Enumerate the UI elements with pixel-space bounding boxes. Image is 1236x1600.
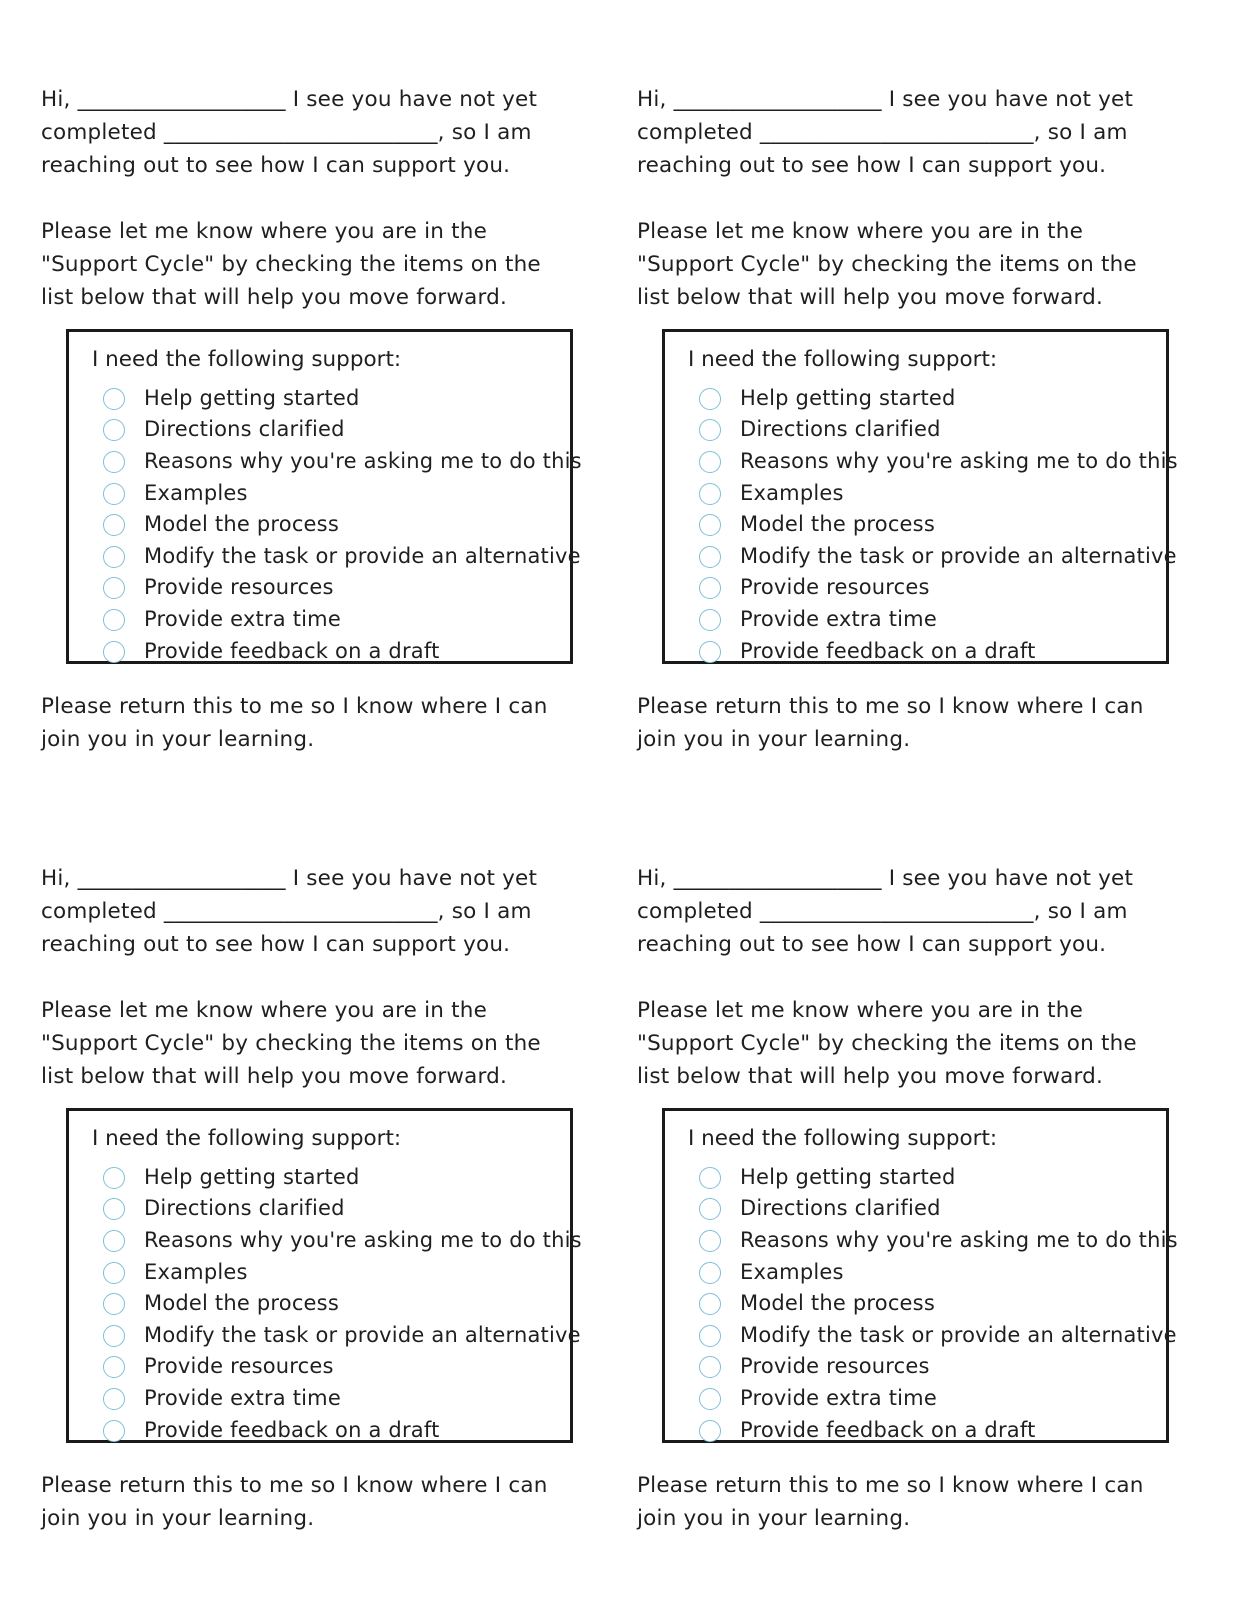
checklist-option[interactable]: [103, 508, 582, 540]
intro-line: Hi, ___________________ I see you have not yet: [41, 866, 538, 891]
checklist-option-label: Modify the task or provide an alternative: [740, 543, 1177, 568]
support-card-3: [41, 862, 601, 1562]
radio-circle-icon[interactable]: [103, 609, 125, 631]
checklist-option-label: Modify the task or provide an alternative: [144, 543, 581, 568]
checklist-option-label: Examples: [740, 480, 844, 505]
checklist-option-label: Help getting started: [144, 1164, 360, 1189]
checklist-option[interactable]: [103, 1319, 582, 1351]
checklist-option-label: Provide resources: [144, 1354, 334, 1379]
radio-circle-icon[interactable]: [699, 1388, 721, 1410]
closing-line: join you in your learning.: [41, 1506, 315, 1531]
support-card-1: [41, 83, 601, 783]
radio-circle-icon[interactable]: [699, 546, 721, 568]
radio-circle-icon[interactable]: [699, 1198, 721, 1220]
instruction-line: "Support Cycle" by checking the items on the: [637, 252, 1137, 277]
checklist-option-label: Provide extra time: [740, 1385, 937, 1410]
checklist-option[interactable]: [699, 603, 1178, 635]
radio-circle-icon[interactable]: [103, 1230, 125, 1252]
support-card-2: [637, 83, 1197, 783]
checklist-options: [699, 382, 1178, 666]
instruction-line: "Support Cycle" by checking the items on the: [41, 252, 541, 277]
checklist-option[interactable]: [699, 477, 1178, 509]
checklist-option[interactable]: [699, 508, 1178, 540]
checklist-option-label: Modify the task or provide an alternative: [144, 1322, 581, 1347]
checklist-option[interactable]: [699, 572, 1178, 604]
instruction-line: "Support Cycle" by checking the items on the: [41, 1031, 541, 1056]
instruction-line: list below that will help you move forward.: [637, 285, 1104, 310]
checklist-option-label: Examples: [144, 480, 248, 505]
instruction-paragraph: [637, 994, 1197, 1093]
intro-line: Hi, ___________________ I see you have not yet: [637, 87, 1134, 112]
checklist-option[interactable]: [103, 1351, 582, 1383]
checklist-option-label: Help getting started: [144, 385, 360, 410]
radio-circle-icon[interactable]: [699, 641, 721, 663]
intro-paragraph: [637, 862, 1197, 961]
checklist-option[interactable]: [699, 1319, 1178, 1351]
support-checklist-box: [66, 329, 582, 664]
checklist-option[interactable]: [699, 1287, 1178, 1319]
radio-circle-icon[interactable]: [103, 1167, 125, 1189]
intro-line: Hi, ___________________ I see you have not yet: [41, 87, 538, 112]
checklist-option-label: Model the process: [740, 512, 935, 537]
closing-paragraph: [637, 1469, 1197, 1535]
instruction-line: list below that will help you move forward.: [41, 1064, 508, 1089]
checklist-option-label: Provide feedback on a draft: [144, 638, 440, 663]
instruction-line: list below that will help you move forward.: [41, 285, 508, 310]
radio-circle-icon[interactable]: [103, 641, 125, 663]
radio-circle-icon[interactable]: [103, 1420, 125, 1442]
checklist-option-label: Directions clarified: [740, 417, 941, 442]
radio-circle-icon[interactable]: [699, 483, 721, 505]
radio-circle-icon[interactable]: [699, 1262, 721, 1284]
radio-circle-icon[interactable]: [699, 1293, 721, 1315]
intro-line: reaching out to see how I can support you.: [637, 153, 1107, 178]
checklist-option[interactable]: [699, 635, 1178, 667]
checklist-option[interactable]: [699, 540, 1178, 572]
checklist-option[interactable]: [699, 1224, 1178, 1256]
checklist-option-label: Reasons why you're asking me to do this: [740, 1227, 1178, 1252]
checklist-option[interactable]: [103, 382, 582, 414]
closing-paragraph: [41, 1469, 601, 1535]
closing-line: Please return this to me so I know where I can: [637, 1473, 1144, 1498]
checklist-option[interactable]: [103, 1193, 582, 1225]
radio-circle-icon[interactable]: [103, 546, 125, 568]
checklist-option-label: Modify the task or provide an alternative: [740, 1322, 1177, 1347]
checklist-option-label: Provide extra time: [740, 606, 937, 631]
checklist-option[interactable]: [103, 1224, 582, 1256]
checklist-option[interactable]: [699, 414, 1178, 446]
radio-circle-icon[interactable]: [103, 1388, 125, 1410]
support-checklist-box: [662, 329, 1178, 664]
radio-circle-icon[interactable]: [103, 483, 125, 505]
instruction-line: list below that will help you move forward.: [637, 1064, 1104, 1089]
checklist-option-label: Examples: [144, 1259, 248, 1284]
instruction-line: Please let me know where you are in the: [637, 998, 1084, 1023]
radio-circle-icon[interactable]: [103, 1198, 125, 1220]
checklist-option-label: Directions clarified: [144, 1196, 345, 1221]
support-checklist-box: [662, 1108, 1178, 1443]
support-card-4: [637, 862, 1197, 1562]
radio-circle-icon[interactable]: [103, 1293, 125, 1315]
checklist-options: [699, 1161, 1178, 1445]
checklist-option[interactable]: [699, 382, 1178, 414]
checklist-option[interactable]: [103, 1382, 582, 1414]
checklist-option-label: Reasons why you're asking me to do this: [740, 448, 1178, 473]
closing-paragraph: [637, 690, 1197, 756]
checklist-option[interactable]: [103, 414, 582, 446]
intro-line: completed _________________________, so I am: [41, 899, 532, 924]
checklist-options: [103, 382, 582, 666]
radio-circle-icon[interactable]: [699, 419, 721, 441]
checklist-option[interactable]: [103, 1287, 582, 1319]
checklist-option-label: Provide resources: [740, 1354, 930, 1379]
radio-circle-icon[interactable]: [699, 514, 721, 536]
radio-circle-icon[interactable]: [103, 451, 125, 473]
intro-paragraph: [41, 83, 601, 182]
closing-line: Please return this to me so I know where I can: [41, 1473, 548, 1498]
radio-circle-icon[interactable]: [699, 388, 721, 410]
instruction-line: "Support Cycle" by checking the items on the: [637, 1031, 1137, 1056]
checklist-heading: I need the following support:: [92, 347, 402, 372]
instruction-line: Please let me know where you are in the: [637, 219, 1084, 244]
instruction-paragraph: [41, 994, 601, 1093]
checklist-option[interactable]: [699, 445, 1178, 477]
radio-circle-icon[interactable]: [103, 388, 125, 410]
checklist-option[interactable]: [103, 572, 582, 604]
checklist-option[interactable]: [699, 1382, 1178, 1414]
radio-circle-icon[interactable]: [699, 1356, 721, 1378]
instruction-line: Please let me know where you are in the: [41, 219, 488, 244]
checklist-option-label: Help getting started: [740, 385, 956, 410]
instruction-paragraph: [41, 215, 601, 314]
checklist-option-label: Directions clarified: [144, 417, 345, 442]
checklist-option[interactable]: [103, 635, 582, 667]
checklist-option-label: Directions clarified: [740, 1196, 941, 1221]
closing-line: Please return this to me so I know where I can: [41, 694, 548, 719]
checklist-option[interactable]: [699, 1256, 1178, 1288]
checklist-option-label: Provide extra time: [144, 1385, 341, 1410]
checklist-option-label: Help getting started: [740, 1164, 956, 1189]
intro-paragraph: [41, 862, 601, 961]
checklist-option[interactable]: [699, 1193, 1178, 1225]
checklist-option[interactable]: [103, 1161, 582, 1193]
checklist-option-label: Reasons why you're asking me to do this: [144, 448, 582, 473]
checklist-heading: I need the following support:: [688, 1126, 998, 1151]
checklist-option-label: Model the process: [144, 1291, 339, 1316]
checklist-option[interactable]: [699, 1161, 1178, 1193]
checklist-option-label: Provide feedback on a draft: [740, 638, 1036, 663]
radio-circle-icon[interactable]: [699, 451, 721, 473]
radio-circle-icon[interactable]: [699, 609, 721, 631]
checklist-option[interactable]: [103, 477, 582, 509]
checklist-option-label: Provide resources: [740, 575, 930, 600]
instruction-line: Please let me know where you are in the: [41, 998, 488, 1023]
checklist-option[interactable]: [103, 603, 582, 635]
checklist-option[interactable]: [103, 540, 582, 572]
radio-circle-icon[interactable]: [103, 1262, 125, 1284]
intro-line: reaching out to see how I can support you.: [41, 932, 511, 957]
closing-line: join you in your learning.: [637, 727, 911, 752]
checklist-option[interactable]: [103, 1256, 582, 1288]
intro-line: reaching out to see how I can support you.: [41, 153, 511, 178]
checklist-heading: I need the following support:: [92, 1126, 402, 1151]
intro-paragraph: [637, 83, 1197, 182]
intro-line: completed _________________________, so I am: [41, 120, 532, 145]
intro-line: Hi, ___________________ I see you have not yet: [637, 866, 1134, 891]
intro-line: completed _________________________, so I am: [637, 899, 1128, 924]
radio-circle-icon[interactable]: [699, 1230, 721, 1252]
checklist-heading: I need the following support:: [688, 347, 998, 372]
checklist-options: [103, 1161, 582, 1445]
checklist-option-label: Provide feedback on a draft: [144, 1417, 440, 1442]
radio-circle-icon[interactable]: [103, 419, 125, 441]
instruction-paragraph: [637, 215, 1197, 314]
closing-paragraph: [41, 690, 601, 756]
radio-circle-icon[interactable]: [103, 577, 125, 599]
checklist-option-label: Provide extra time: [144, 606, 341, 631]
radio-circle-icon[interactable]: [699, 1167, 721, 1189]
checklist-option-label: Model the process: [144, 512, 339, 537]
closing-line: Please return this to me so I know where I can: [637, 694, 1144, 719]
checklist-option-label: Provide resources: [144, 575, 334, 600]
intro-line: completed _________________________, so I am: [637, 120, 1128, 145]
radio-circle-icon[interactable]: [699, 577, 721, 599]
radio-circle-icon[interactable]: [103, 1325, 125, 1347]
checklist-option[interactable]: [699, 1414, 1178, 1446]
support-checklist-box: [66, 1108, 582, 1443]
checklist-option-label: Reasons why you're asking me to do this: [144, 1227, 582, 1252]
radio-circle-icon[interactable]: [103, 514, 125, 536]
closing-line: join you in your learning.: [41, 727, 315, 752]
checklist-option-label: Examples: [740, 1259, 844, 1284]
checklist-option[interactable]: [103, 1414, 582, 1446]
radio-circle-icon[interactable]: [103, 1356, 125, 1378]
checklist-option[interactable]: [103, 445, 582, 477]
checklist-option-label: Model the process: [740, 1291, 935, 1316]
intro-line: reaching out to see how I can support you.: [637, 932, 1107, 957]
checklist-option-label: Provide feedback on a draft: [740, 1417, 1036, 1442]
radio-circle-icon[interactable]: [699, 1325, 721, 1347]
closing-line: join you in your learning.: [637, 1506, 911, 1531]
radio-circle-icon[interactable]: [699, 1420, 721, 1442]
checklist-option[interactable]: [699, 1351, 1178, 1383]
